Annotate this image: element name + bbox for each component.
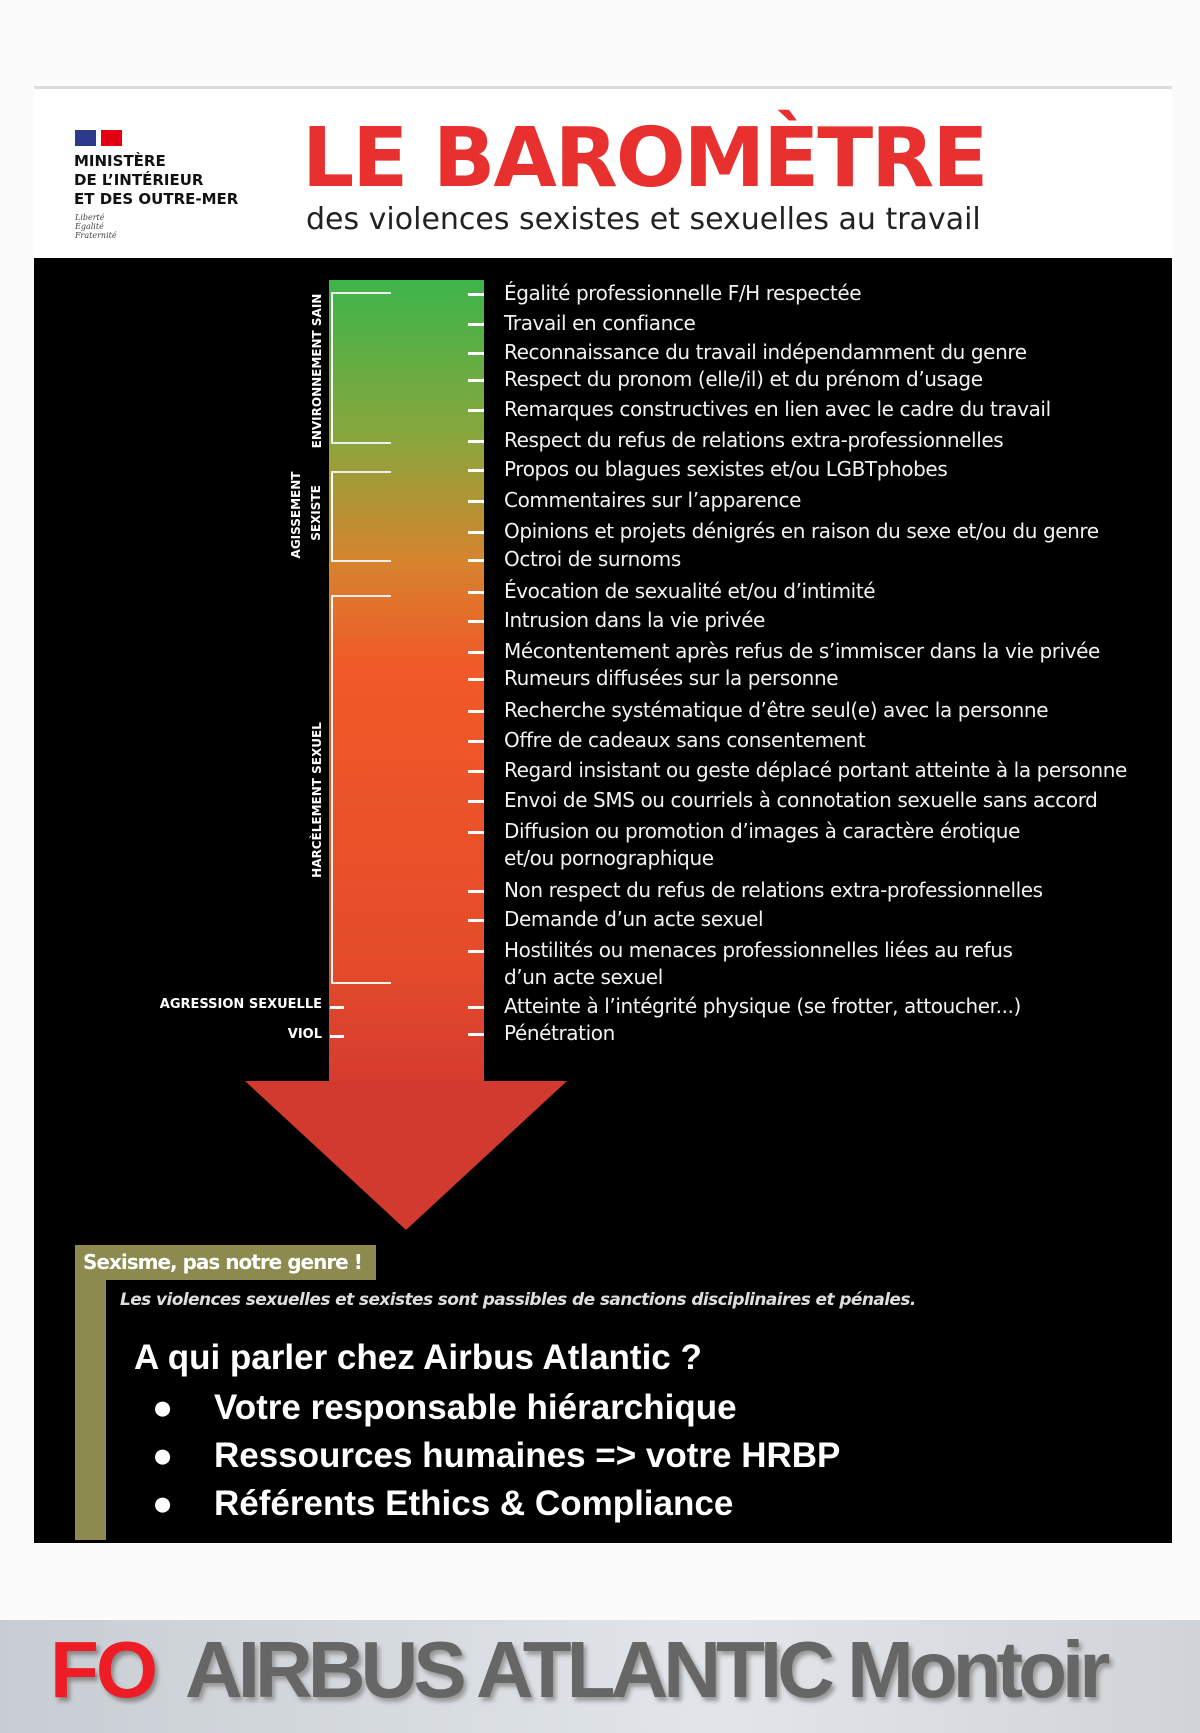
item-tick: [468, 890, 484, 893]
ministry-line: DE L’INTÉRIEUR: [74, 171, 204, 189]
barometer-item: Travail en confiance: [504, 311, 696, 335]
barometer-item: Recherche systématique d’être seul(e) avec la personne: [504, 698, 1049, 722]
category-sexiste: SEXISTE: [309, 485, 323, 541]
barometer-item: Opinions et projets dénigrés en raison du sexe et/ou du genre: [504, 519, 1099, 543]
barometer-item: Regard insistant ou geste déplacé portant atteinte à la personne: [504, 758, 1127, 782]
bracket-line: [331, 595, 391, 597]
barometer-item: Octroi de surnoms: [504, 547, 681, 571]
bullet-text: Ressources humaines => votre HRBP: [214, 1436, 841, 1475]
bracket-environnement: [331, 292, 333, 443]
barometer-item: Rumeurs diffusées sur la personne: [504, 666, 839, 690]
olive-side-bar: [75, 1280, 106, 1540]
item-tick: [468, 770, 484, 773]
item-tick: [468, 352, 484, 355]
barometer-gradient-bar: [329, 280, 484, 1082]
barometer-item: Respect du pronom (elle/il) et du prénom d’usage: [504, 367, 983, 391]
contact-bullet: [152, 1390, 737, 1425]
bracket-agissement: [331, 471, 333, 561]
barometer-item: Respect du refus de relations extra-professionnelles: [504, 428, 1004, 452]
bracket-line: [331, 982, 391, 984]
bracket-harcelement: [331, 595, 333, 983]
barometer-item: Demande d’un acte sexuel: [504, 907, 764, 931]
barometer-item: Hostilités ou menaces professionnelles liées au refus d’un acte sexuel: [504, 938, 1013, 989]
bracket-line: [331, 471, 391, 473]
item-tick: [468, 800, 484, 803]
page-subtitle: des violences sexistes et sexuelles au travail: [306, 202, 981, 237]
ministry-name: [74, 152, 238, 209]
category-environnement-sain: ENVIRONNEMENT SAIN: [310, 293, 324, 449]
republic-motto: [75, 213, 117, 240]
item-tick: [468, 379, 484, 382]
slogan-label: Sexisme, pas notre genre !: [75, 1245, 376, 1280]
item-tick: [468, 293, 484, 296]
bullet-icon: ●: [152, 1484, 174, 1523]
page-title: LE BAROMÈTRE: [302, 111, 987, 206]
contact-bullet: [152, 1486, 733, 1521]
barometer-item: Remarques constructives en lien avec le cadre du travail: [504, 397, 1051, 421]
item-tick: [468, 440, 484, 443]
item-tick: [468, 620, 484, 623]
item-tick: [468, 323, 484, 326]
motto-line: Liberté: [75, 213, 105, 222]
bracket-line: [331, 292, 391, 294]
motto-line: Fraternité: [75, 231, 117, 240]
contact-question: A qui parler chez Airbus Atlantic ?: [134, 1338, 702, 1377]
barometer-item: Diffusion ou promotion d’images à caractère érotique et/ou pornographique: [504, 819, 1020, 870]
item-tick: [468, 469, 484, 472]
bullet-icon: ●: [152, 1436, 174, 1475]
category-viol: VIOL: [287, 1027, 322, 1042]
bracket-line: [331, 442, 391, 444]
item-tick: [468, 740, 484, 743]
footer-site-name: AIRBUS ATLANTIC Montoir: [185, 1625, 1106, 1714]
item-tick: [468, 919, 484, 922]
item-tick: [468, 950, 484, 953]
barometer-item: Mécontentement après refus de s’immiscer dans la vie privée: [504, 639, 1100, 663]
item-tick: [468, 1006, 484, 1009]
tick-viol: [330, 1035, 344, 1038]
barometer-item: Égalité professionnelle F/H respectée: [504, 281, 862, 305]
item-tick: [468, 1033, 484, 1036]
barometer-item: Atteinte à l’intégrité physique (se frotter, attoucher...): [504, 994, 1021, 1018]
barometer-item: Envoi de SMS ou courriels à connotation sexuelle sans accord: [504, 788, 1098, 812]
bullet-text: Votre responsable hiérarchique: [214, 1388, 737, 1427]
barometer-arrow-head: [245, 1081, 567, 1230]
barometer-item: Propos ou blagues sexistes et/ou LGBTphobes: [504, 457, 948, 481]
item-tick: [468, 409, 484, 412]
ministry-line: MINISTÈRE: [74, 152, 166, 170]
category-agression-sexuelle: AGRESSION SEXUELLE: [159, 997, 322, 1012]
bracket-line: [331, 560, 391, 562]
category-harcelement-sexuel: HARCÈLEMENT SEXUEL: [310, 722, 324, 878]
item-tick: [468, 651, 484, 654]
barometer-item: Commentaires sur l’apparence: [504, 488, 802, 512]
category-agissement: AGISSEMENT: [289, 471, 303, 559]
bullet-icon: ●: [152, 1388, 174, 1427]
bullet-text: Référents Ethics & Compliance: [214, 1484, 734, 1523]
item-tick: [468, 831, 484, 834]
barometer-item: Reconnaissance du travail indépendamment du genre: [504, 340, 1027, 364]
barometer-item: Intrusion dans la vie privée: [504, 608, 765, 632]
item-tick: [468, 710, 484, 713]
motto-line: Égalité: [75, 222, 104, 231]
item-tick: [468, 500, 484, 503]
contact-bullet: [152, 1438, 840, 1473]
item-tick: [468, 678, 484, 681]
barometer-item: Non respect du refus de relations extra-professionnelles: [504, 878, 1043, 902]
footer-fo-logo: FO: [50, 1625, 156, 1714]
legal-notice: Les violences sexuelles et sexistes sont passibles de sanctions disciplinaires et pénales.: [120, 1290, 916, 1310]
tick-agression: [330, 1006, 344, 1009]
barometer-item: Pénétration: [504, 1021, 615, 1045]
item-tick: [468, 591, 484, 594]
barometer-item: Offre de cadeaux sans consentement: [504, 728, 866, 752]
marianne-flag-logo: [75, 130, 122, 146]
ministry-line: ET DES OUTRE-MER: [74, 190, 239, 208]
item-tick: [468, 531, 484, 534]
item-tick: [468, 559, 484, 562]
barometer-item: Évocation de sexualité et/ou d’intimité: [504, 579, 876, 603]
